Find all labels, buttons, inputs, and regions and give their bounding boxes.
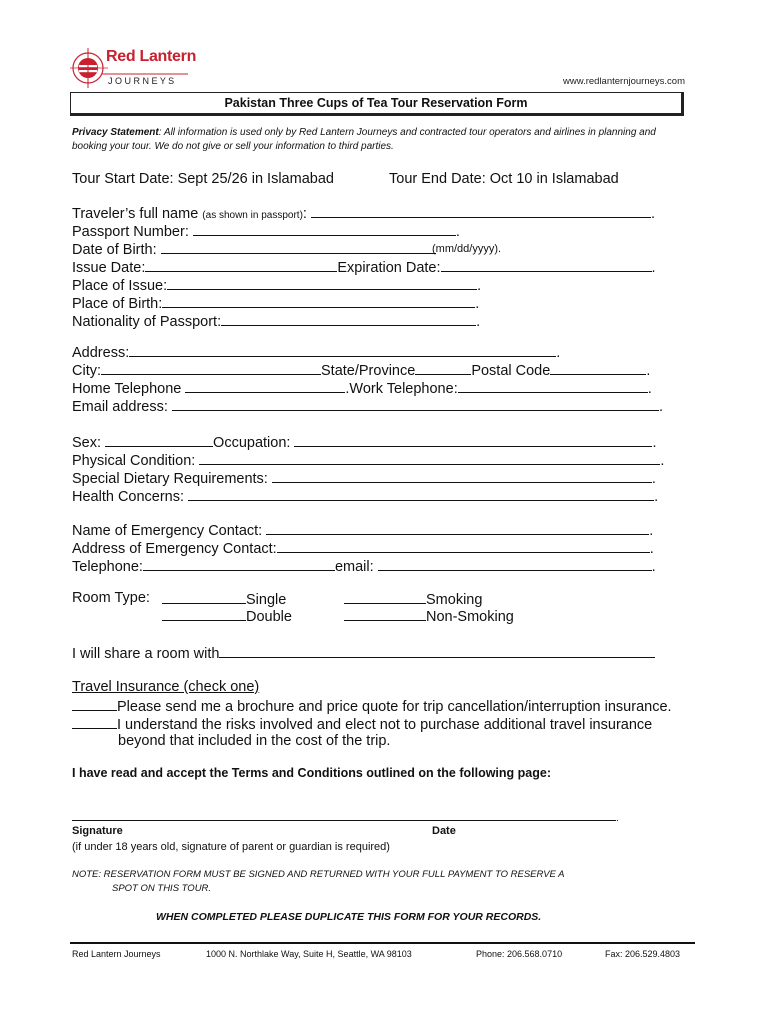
terms-accept: I have read and accept the Terms and Conditions outlined on the following page: — [72, 766, 551, 780]
signature-field[interactable] — [72, 808, 616, 821]
emergency-address-field[interactable] — [277, 538, 650, 553]
place-of-issue-row: Place of Issue: . — [72, 275, 481, 295]
health-concerns-label: Health Concerns: — [72, 489, 185, 505]
home-telephone-label: Home Telephone — [72, 381, 182, 397]
reservation-note-line1: NOTE: RESERVATION FORM MUST BE SIGNED AND RETURNED WITH YOUR FULL PAYMENT TO RESERVE A — [72, 869, 565, 880]
smoking-field[interactable] — [344, 589, 426, 604]
guardian-note: (if under 18 years old, signature of parent or guardian is required) — [72, 841, 390, 853]
dob-field[interactable] — [161, 239, 436, 254]
expiration-date-field[interactable] — [441, 257, 652, 272]
passport-number-row: Passport Number: . — [72, 221, 460, 241]
work-telephone-field[interactable] — [458, 378, 648, 393]
dob-format-hint: (mm/dd/yyyy). — [432, 243, 502, 255]
work-telephone-label: .Work Telephone: — [345, 381, 458, 397]
issue-date-field[interactable] — [145, 257, 337, 272]
address-row: Address: . — [72, 342, 560, 362]
duplicate-notice: WHEN COMPLETED PLEASE DUPLICATE THIS FORM FOR YOUR RECORDS. — [156, 911, 542, 923]
sex-field[interactable] — [105, 432, 213, 447]
logo-tagline: J O U R N E Y S — [108, 76, 175, 86]
tour-end-date: Tour End Date: Oct 10 in Islamabad — [389, 171, 619, 187]
full-name-field[interactable] — [311, 203, 651, 218]
place-of-birth-row: Place of Birth: . — [72, 293, 479, 313]
sex-label: Sex: — [72, 435, 102, 451]
emergency-telephone-label: Telephone: — [72, 559, 143, 575]
home-telephone-field[interactable] — [185, 378, 345, 393]
health-concerns-row: Health Concerns: . — [72, 486, 658, 506]
physical-condition-row: Physical Condition: . — [72, 450, 664, 470]
footer-phone: Phone: 206.568.0710 — [476, 949, 563, 959]
insurance-heading: Travel Insurance (check one) — [72, 679, 260, 695]
room-double-label: Double — [246, 609, 292, 625]
footer-company: Red Lantern Journeys — [72, 949, 161, 959]
insurance-option-1-text: Please send me a brochure and price quote for trip cancellation/interruption insurance. — [117, 699, 672, 715]
place-of-issue-label: Place of Issue: — [72, 278, 168, 294]
room-single-label: Single — [246, 592, 287, 608]
insurance-option-2-field[interactable] — [72, 714, 117, 729]
full-name-note: (as shown in passport) — [202, 210, 303, 221]
emergency-address-row: Address of Emergency Contact: . — [72, 538, 654, 558]
logo-brand-text: Red Lantern — [106, 48, 197, 65]
place-of-birth-label: Place of Birth: — [72, 296, 163, 312]
share-room-field[interactable] — [219, 643, 655, 658]
sex-occupation-row: Sex: Occupation: . — [72, 432, 657, 452]
address-field[interactable] — [129, 342, 556, 357]
emergency-name-row: Name of Emergency Contact: . — [72, 520, 653, 540]
full-name-label: Traveler’s full name — [72, 206, 199, 222]
emergency-phone-email-row: Telephone: email: . — [72, 556, 656, 576]
city-state-postal-row: City: State/Province Postal Code . — [72, 360, 650, 380]
non-smoking-label: Non-Smoking — [426, 609, 514, 625]
physical-condition-label: Physical Condition: — [72, 453, 196, 469]
insurance-option-2-text: I understand the risks involved and elect not to purchase additional travel insurance — [117, 717, 653, 733]
issue-expiration-row: Issue Date: Expiration Date: . — [72, 257, 656, 277]
footer-divider — [70, 942, 695, 944]
passport-number-field[interactable] — [193, 221, 456, 236]
postal-code-label: Postal Code — [471, 363, 551, 379]
form-title: Pakistan Three Cups of Tea Tour Reservation Form — [224, 96, 528, 110]
city-field[interactable] — [101, 360, 321, 375]
date-label: Date — [432, 825, 456, 837]
health-concerns-field[interactable] — [188, 486, 654, 501]
insurance-option-2-cont: beyond that included in the cost of the trip. — [118, 733, 391, 749]
share-room-row — [72, 643, 655, 663]
nationality-row: Nationality of Passport: . — [72, 311, 480, 331]
room-double-row — [162, 606, 292, 626]
email-label: Email address: — [72, 399, 168, 415]
insurance-option-1 — [72, 696, 672, 716]
emergency-name-field[interactable] — [266, 520, 649, 535]
insurance-option-1-field[interactable] — [72, 696, 117, 711]
emergency-name-label: Name of Emergency Contact: — [72, 523, 263, 539]
tour-start-date: Tour Start Date: Sept 25/26 in Islamabad — [72, 171, 334, 187]
state-field[interactable] — [415, 360, 471, 375]
non-smoking-field[interactable] — [344, 606, 426, 621]
nationality-field[interactable] — [221, 311, 476, 326]
reservation-note-line2: SPOT ON THIS TOUR. — [112, 883, 212, 894]
insurance-option-2 — [72, 714, 652, 734]
dob-row — [72, 239, 436, 259]
address-label: Address: — [72, 345, 130, 361]
emergency-email-label: email: — [334, 559, 374, 575]
footer-address: 1000 N. Northlake Way, Suite H, Seattle, WA 98103 — [206, 949, 412, 959]
expiration-date-label: Expiration Date: — [337, 260, 441, 276]
occupation-label: Occupation: — [213, 435, 291, 451]
form-title-box — [70, 92, 684, 116]
website-url[interactable]: www.redlanternjourneys.com — [563, 76, 685, 87]
room-single-field[interactable] — [162, 589, 246, 604]
place-of-birth-field[interactable] — [162, 293, 475, 308]
emergency-address-label: Address of Emergency Contact: — [72, 541, 277, 557]
room-double-field[interactable] — [162, 606, 246, 621]
full-name-row: Traveler’s full name (as shown in passport): . — [72, 203, 655, 225]
physical-condition-field[interactable] — [199, 450, 660, 465]
postal-code-field[interactable] — [550, 360, 646, 375]
company-logo — [70, 46, 210, 96]
signature-line-row: . — [72, 808, 619, 826]
city-label: City: — [72, 363, 101, 379]
privacy-text: : All information is used only by Red Lantern Journeys and contracted tour operators and airlines in planning and booking your tour. We do not give or sell your information to third parties. — [72, 127, 656, 152]
occupation-field[interactable] — [294, 432, 652, 447]
email-field[interactable] — [172, 396, 659, 411]
smoking-label: Smoking — [426, 592, 483, 608]
dob-label: Date of Birth: — [72, 242, 157, 258]
dietary-field[interactable] — [272, 468, 652, 483]
nationality-label: Nationality of Passport: — [72, 314, 222, 330]
passport-number-label: Passport Number: — [72, 224, 189, 240]
dietary-row: Special Dietary Requirements: . — [72, 468, 656, 488]
room-type-label: Room Type: — [72, 590, 150, 606]
issue-date-label: Issue Date: — [72, 260, 146, 276]
privacy-statement — [72, 126, 692, 154]
footer-fax: Fax: 206.529.4803 — [605, 949, 681, 959]
non-smoking-row — [344, 606, 514, 626]
email-row: Email address: . — [72, 396, 663, 416]
place-of-issue-field[interactable] — [167, 275, 477, 290]
emergency-telephone-field[interactable] — [143, 556, 335, 571]
telephone-row: Home Telephone .Work Telephone: . — [72, 378, 652, 398]
dietary-label: Special Dietary Requirements: — [72, 471, 268, 487]
share-room-label: I will share a room with — [72, 646, 220, 662]
privacy-label: Privacy Statement — [72, 127, 159, 138]
emergency-email-field[interactable] — [378, 556, 652, 571]
signature-label: Signature — [72, 825, 123, 837]
state-label: State/Province — [321, 363, 416, 379]
